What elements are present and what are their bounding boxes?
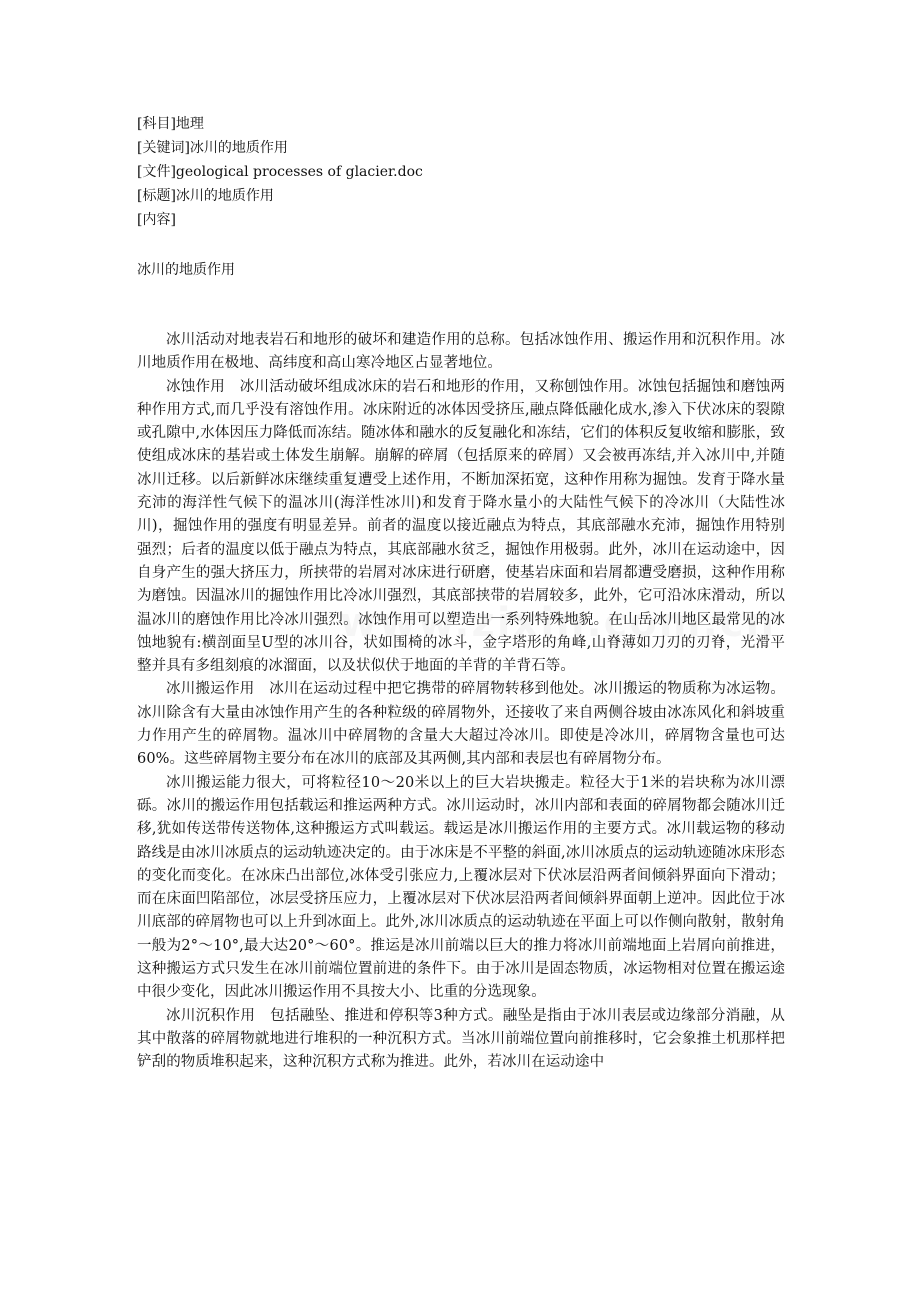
- paragraph-glacial-erosion: 冰蚀作用 冰川活动破坏组成冰床的岩石和地形的作用，又称刨蚀作用。冰蚀包括掘蚀和磨蚀两种作用方式,而几乎没有溶蚀作用。冰床附近的冰体因受挤压,融点降低融化成水,渗入下伏冰床的裂隙或孔隙中,水体因压力降低而冻结。随冰体和融水的反复融化和冻结，它们的体积反复收缩和膨胀，致使组成冰床的基岩或土体发生崩解。崩解的碎屑（包括原来的碎屑）又会被再冻结,并入冰川中,并随冰川迁移。以后新鲜冰床继续重复遭受上述作用，不断加深拓宽，这种作用称为掘蚀。发育于降水量充沛的海洋性气候下的温冰川(海洋性冰川)和发育于降水量小的大陆性气候下的冷冰川（大陆性冰川)，掘蚀作用的强度有明显差异。前者的温度以接近融点为特点，其底部融水充沛，掘蚀作用特别强烈；后者的温度以低于融点为特点，其底部融水贫乏，掘蚀作用极弱。此外，冰川在运动途中，因自身产生的强大挤压力，所挟带的岩屑对冰床进行研磨，使基岩床面和岩屑都遭受磨损，这种作用称为磨蚀。因温冰川的掘蚀作用比冷冰川强烈，其底部挟带的岩屑较多，此外，它可沿冰床滑动，所以温冰川的磨蚀作用比冷冰川强烈。冰蚀作用可以塑造出一系列特殊地貌。在山岳冰川地区最常见的冰蚀地貌有:横剖面呈U型的冰川谷，状如围椅的冰斗，金字塔形的角峰,山脊薄如刀刃的刃脊，光滑平整并具有多组刻痕的冰溜面，以及状似伏于地面的羊背的羊背石等。: [137, 378, 785, 675]
- meta-file: [文件]geological processes of glacier.doc: [137, 164, 423, 180]
- document-metadata: [137, 112, 797, 232]
- document-title: 冰川的地质作用: [137, 262, 235, 278]
- meta-subject: [科目]地理: [137, 116, 204, 132]
- document-body: [137, 329, 785, 1075]
- paragraph-glacial-transport: 冰川搬运作用 冰川在运动过程中把它携带的碎屑物转移到他处。冰川搬运的物质称为冰运物。冰川除含有大量由冰蚀作用产生的各种粒级的碎屑物外，还接收了来自两侧谷坡由冰冻风化和斜坡重力作用产生的碎屑物。温冰川中碎屑物的含量大大超过冷冰川。即使是冷冰川，碎屑物含量也可达60%。这些碎屑物主要分布在冰川的底部及其两侧,其内部和表层也有碎屑物分布。: [137, 681, 785, 768]
- meta-content-label: [内容]: [137, 212, 176, 228]
- paragraph-transport-capacity: 冰川搬运能力很大，可将粒径10～20米以上的巨大岩块搬走。粒径大于1米的岩块称为冰川漂砾。冰川的搬运作用包括载运和推运两种方式。冰川运动时，冰川内部和表面的碎屑物都会随冰川迁移,犹如传送带传送物体,这种搬运方式叫载运。载运是冰川搬运作用的主要方式。冰川载运物的移动路线是由冰川冰质点的运动轨迹决定的。由于冰床是不平整的斜面,冰川冰质点的运动轨迹随冰床形态的变化而变化。在冰床凸出部位,冰体受引张应力,上覆冰层对下伏冰层沿两者间倾斜界面向下滑动；而在床面凹陷部位，冰层受挤压应力，上覆冰层对下伏冰层沿两者间倾斜界面朝上逆冲。因此位于冰川底部的碎屑物也可以上升到冰面上。此外,冰川冰质点的运动轨迹在平面上可以作侧向散射，散射角一般为2°～10°,最大达20°～60°。推运是冰川前端以巨大的推力将冰川前端地面上岩屑向前推进，这种搬运方式只发生在冰川前端位置前进的条件下。由于冰川是固态物质，冰运物相对位置在搬运途中很少变化，因此冰川搬运作用不具按大小、比重的分选现象。: [137, 774, 785, 1001]
- paragraph-intro: 冰川活动对地表岩石和地形的破坏和建造作用的总称。包括冰蚀作用、搬运作用和沉积作用。冰川地质作用在极地、高纬度和高山寒冷地区占显著地位。: [137, 332, 785, 372]
- meta-heading: [标题]冰川的地质作用: [137, 188, 274, 204]
- meta-keywords: [关键词]冰川的地质作用: [137, 140, 288, 156]
- paragraph-glacial-deposition: 冰川沉积作用 包括融坠、推进和停积等3种方式。融坠是指由于冰川表层或边缘部分消融，从其中散落的碎屑物就地进行堆积的一种沉积方式。当冰川前端位置向前推移时，它会象推土机那样把铲刮的物质堆积起来，这种沉积方式称为推进。此外，若冰川在运动途中: [137, 1007, 785, 1071]
